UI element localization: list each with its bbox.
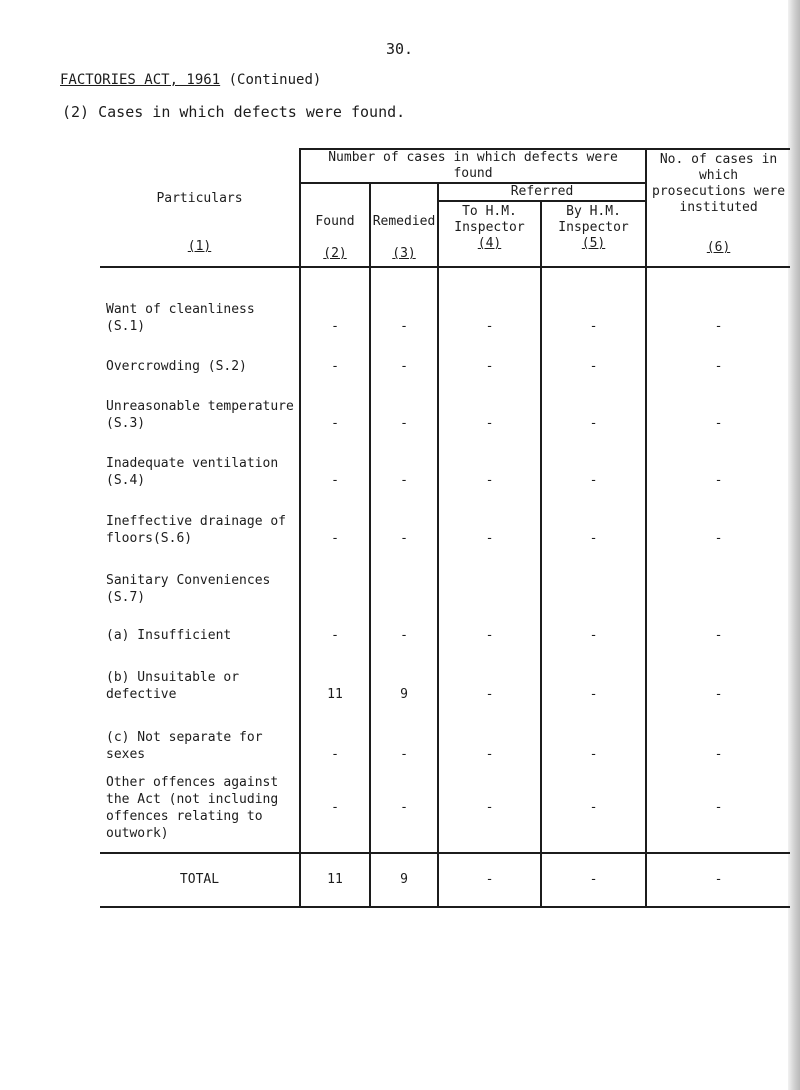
header-to-hm-num: (4) bbox=[477, 236, 502, 252]
row-particulars: Overcrowding (S.2) bbox=[106, 359, 247, 375]
header-found-num: (2) bbox=[323, 246, 347, 262]
row-remedied: - bbox=[370, 606, 438, 644]
row-by-hm: - bbox=[541, 335, 646, 375]
header-remedied: Remedied bbox=[372, 214, 436, 230]
header-prosecutions: No. of cases in which prosecutions were instituted bbox=[652, 152, 786, 215]
total-row bbox=[100, 853, 790, 907]
row-particulars: (c) Not separate for sexes bbox=[106, 729, 263, 762]
row-remedied: 9 bbox=[370, 644, 438, 703]
header-remedied-cell bbox=[370, 183, 438, 267]
row-by-hm: - bbox=[541, 489, 646, 547]
row-found-empty bbox=[300, 547, 370, 605]
header-by-hm-line1: By H.M. bbox=[566, 204, 621, 220]
row-found: - bbox=[300, 703, 370, 763]
row-prosecutions: - bbox=[646, 644, 790, 703]
row-prosecutions: - bbox=[646, 375, 790, 432]
row-prosecutions: - bbox=[646, 335, 790, 375]
table-row bbox=[100, 432, 790, 489]
row-prosecutions: - bbox=[646, 267, 790, 335]
row-particulars: (b) Unsuitable or defective bbox=[106, 669, 240, 702]
header-referred: Referred bbox=[438, 183, 646, 201]
total-by-hm: - bbox=[541, 853, 646, 907]
header-by-hm-num: (5) bbox=[581, 236, 606, 252]
header-to-hm-line2: Inspector bbox=[454, 220, 525, 236]
row-found: - bbox=[300, 763, 370, 853]
row-to-hm: - bbox=[438, 703, 541, 763]
total-prosecutions: - bbox=[646, 853, 790, 907]
table-row bbox=[100, 763, 790, 853]
row-particulars: Other offences against the Act (not including offences relating to outwork) bbox=[106, 774, 279, 841]
row-particulars: (a) Insufficient bbox=[106, 627, 232, 643]
header-remedied-num: (3) bbox=[392, 246, 416, 262]
row-particulars: Ineffective drainage of floors(S.6) bbox=[106, 514, 287, 547]
table-row bbox=[100, 375, 790, 432]
row-found: - bbox=[300, 267, 370, 335]
row-by-hm-empty bbox=[541, 547, 646, 605]
page-number: 30. bbox=[386, 40, 414, 58]
header-particulars: Particulars bbox=[156, 191, 243, 206]
row-remedied: - bbox=[370, 375, 438, 432]
running-head-act: FACTORIES ACT, 1961 bbox=[60, 72, 221, 88]
table-row bbox=[100, 489, 790, 547]
header-by-hm-cell bbox=[541, 201, 646, 267]
row-to-hm: - bbox=[438, 606, 541, 644]
row-to-hm: - bbox=[438, 335, 541, 375]
running-head-suffix: (Continued) bbox=[220, 72, 322, 88]
row-particulars: Inadequate ventilation (S.4) bbox=[106, 456, 279, 489]
row-by-hm: - bbox=[541, 703, 646, 763]
row-found: - bbox=[300, 375, 370, 432]
row-by-hm: - bbox=[541, 644, 646, 703]
table-row bbox=[100, 335, 790, 375]
row-by-hm: - bbox=[541, 606, 646, 644]
header-particulars-cell bbox=[100, 149, 300, 267]
running-head bbox=[60, 72, 321, 88]
row-to-hm: - bbox=[438, 644, 541, 703]
row-remedied: - bbox=[370, 335, 438, 375]
row-remedied: - bbox=[370, 432, 438, 489]
row-remedied: - bbox=[370, 267, 438, 335]
row-found: - bbox=[300, 489, 370, 547]
header-number-of-cases: Number of cases in which defects were found bbox=[300, 149, 646, 183]
header-found: Found bbox=[315, 214, 355, 230]
header-prosecutions-cell bbox=[646, 149, 790, 267]
table-row bbox=[100, 547, 790, 605]
row-found: - bbox=[300, 432, 370, 489]
header-by-hm-line2: Inspector bbox=[558, 220, 629, 236]
row-found: 11 bbox=[300, 644, 370, 703]
row-prosecutions: - bbox=[646, 489, 790, 547]
row-by-hm: - bbox=[541, 432, 646, 489]
table-row bbox=[100, 267, 790, 335]
row-to-hm: - bbox=[438, 267, 541, 335]
section-heading: (2) Cases in which defects were found. bbox=[62, 103, 406, 121]
row-remedied: - bbox=[370, 489, 438, 547]
row-to-hm: - bbox=[438, 375, 541, 432]
row-found: - bbox=[300, 606, 370, 644]
row-prosecutions: - bbox=[646, 606, 790, 644]
row-to-hm: - bbox=[438, 432, 541, 489]
header-to-hm-line1: To H.M. bbox=[462, 204, 517, 220]
header-particulars-num: (1) bbox=[187, 239, 212, 254]
row-found: - bbox=[300, 335, 370, 375]
row-particulars: Sanitary Conveniences (S.7) bbox=[106, 572, 271, 605]
row-to-hm: - bbox=[438, 763, 541, 853]
defects-table bbox=[100, 148, 790, 908]
row-prosecutions-empty bbox=[646, 547, 790, 605]
row-by-hm: - bbox=[541, 267, 646, 335]
table-row bbox=[100, 703, 790, 763]
row-particulars: Want of cleanliness (S.1) bbox=[106, 302, 255, 335]
row-remedied: - bbox=[370, 703, 438, 763]
row-particulars: Unreasonable temperature (S.3) bbox=[106, 399, 294, 432]
row-remedied: - bbox=[370, 763, 438, 853]
total-to-hm: - bbox=[438, 853, 541, 907]
row-by-hm: - bbox=[541, 763, 646, 853]
row-to-hm: - bbox=[438, 489, 541, 547]
table-row bbox=[100, 644, 790, 703]
row-to-hm-empty bbox=[438, 547, 541, 605]
table-row bbox=[100, 606, 790, 644]
row-prosecutions: - bbox=[646, 763, 790, 853]
row-prosecutions: - bbox=[646, 703, 790, 763]
row-prosecutions: - bbox=[646, 432, 790, 489]
row-by-hm: - bbox=[541, 375, 646, 432]
header-to-hm-cell bbox=[438, 201, 541, 267]
header-found-cell bbox=[300, 183, 370, 267]
total-found: 11 bbox=[300, 853, 370, 907]
row-remedied-empty bbox=[370, 547, 438, 605]
total-remedied: 9 bbox=[370, 853, 438, 907]
total-label: TOTAL bbox=[100, 853, 300, 907]
header-prosecutions-num: (6) bbox=[706, 240, 731, 255]
